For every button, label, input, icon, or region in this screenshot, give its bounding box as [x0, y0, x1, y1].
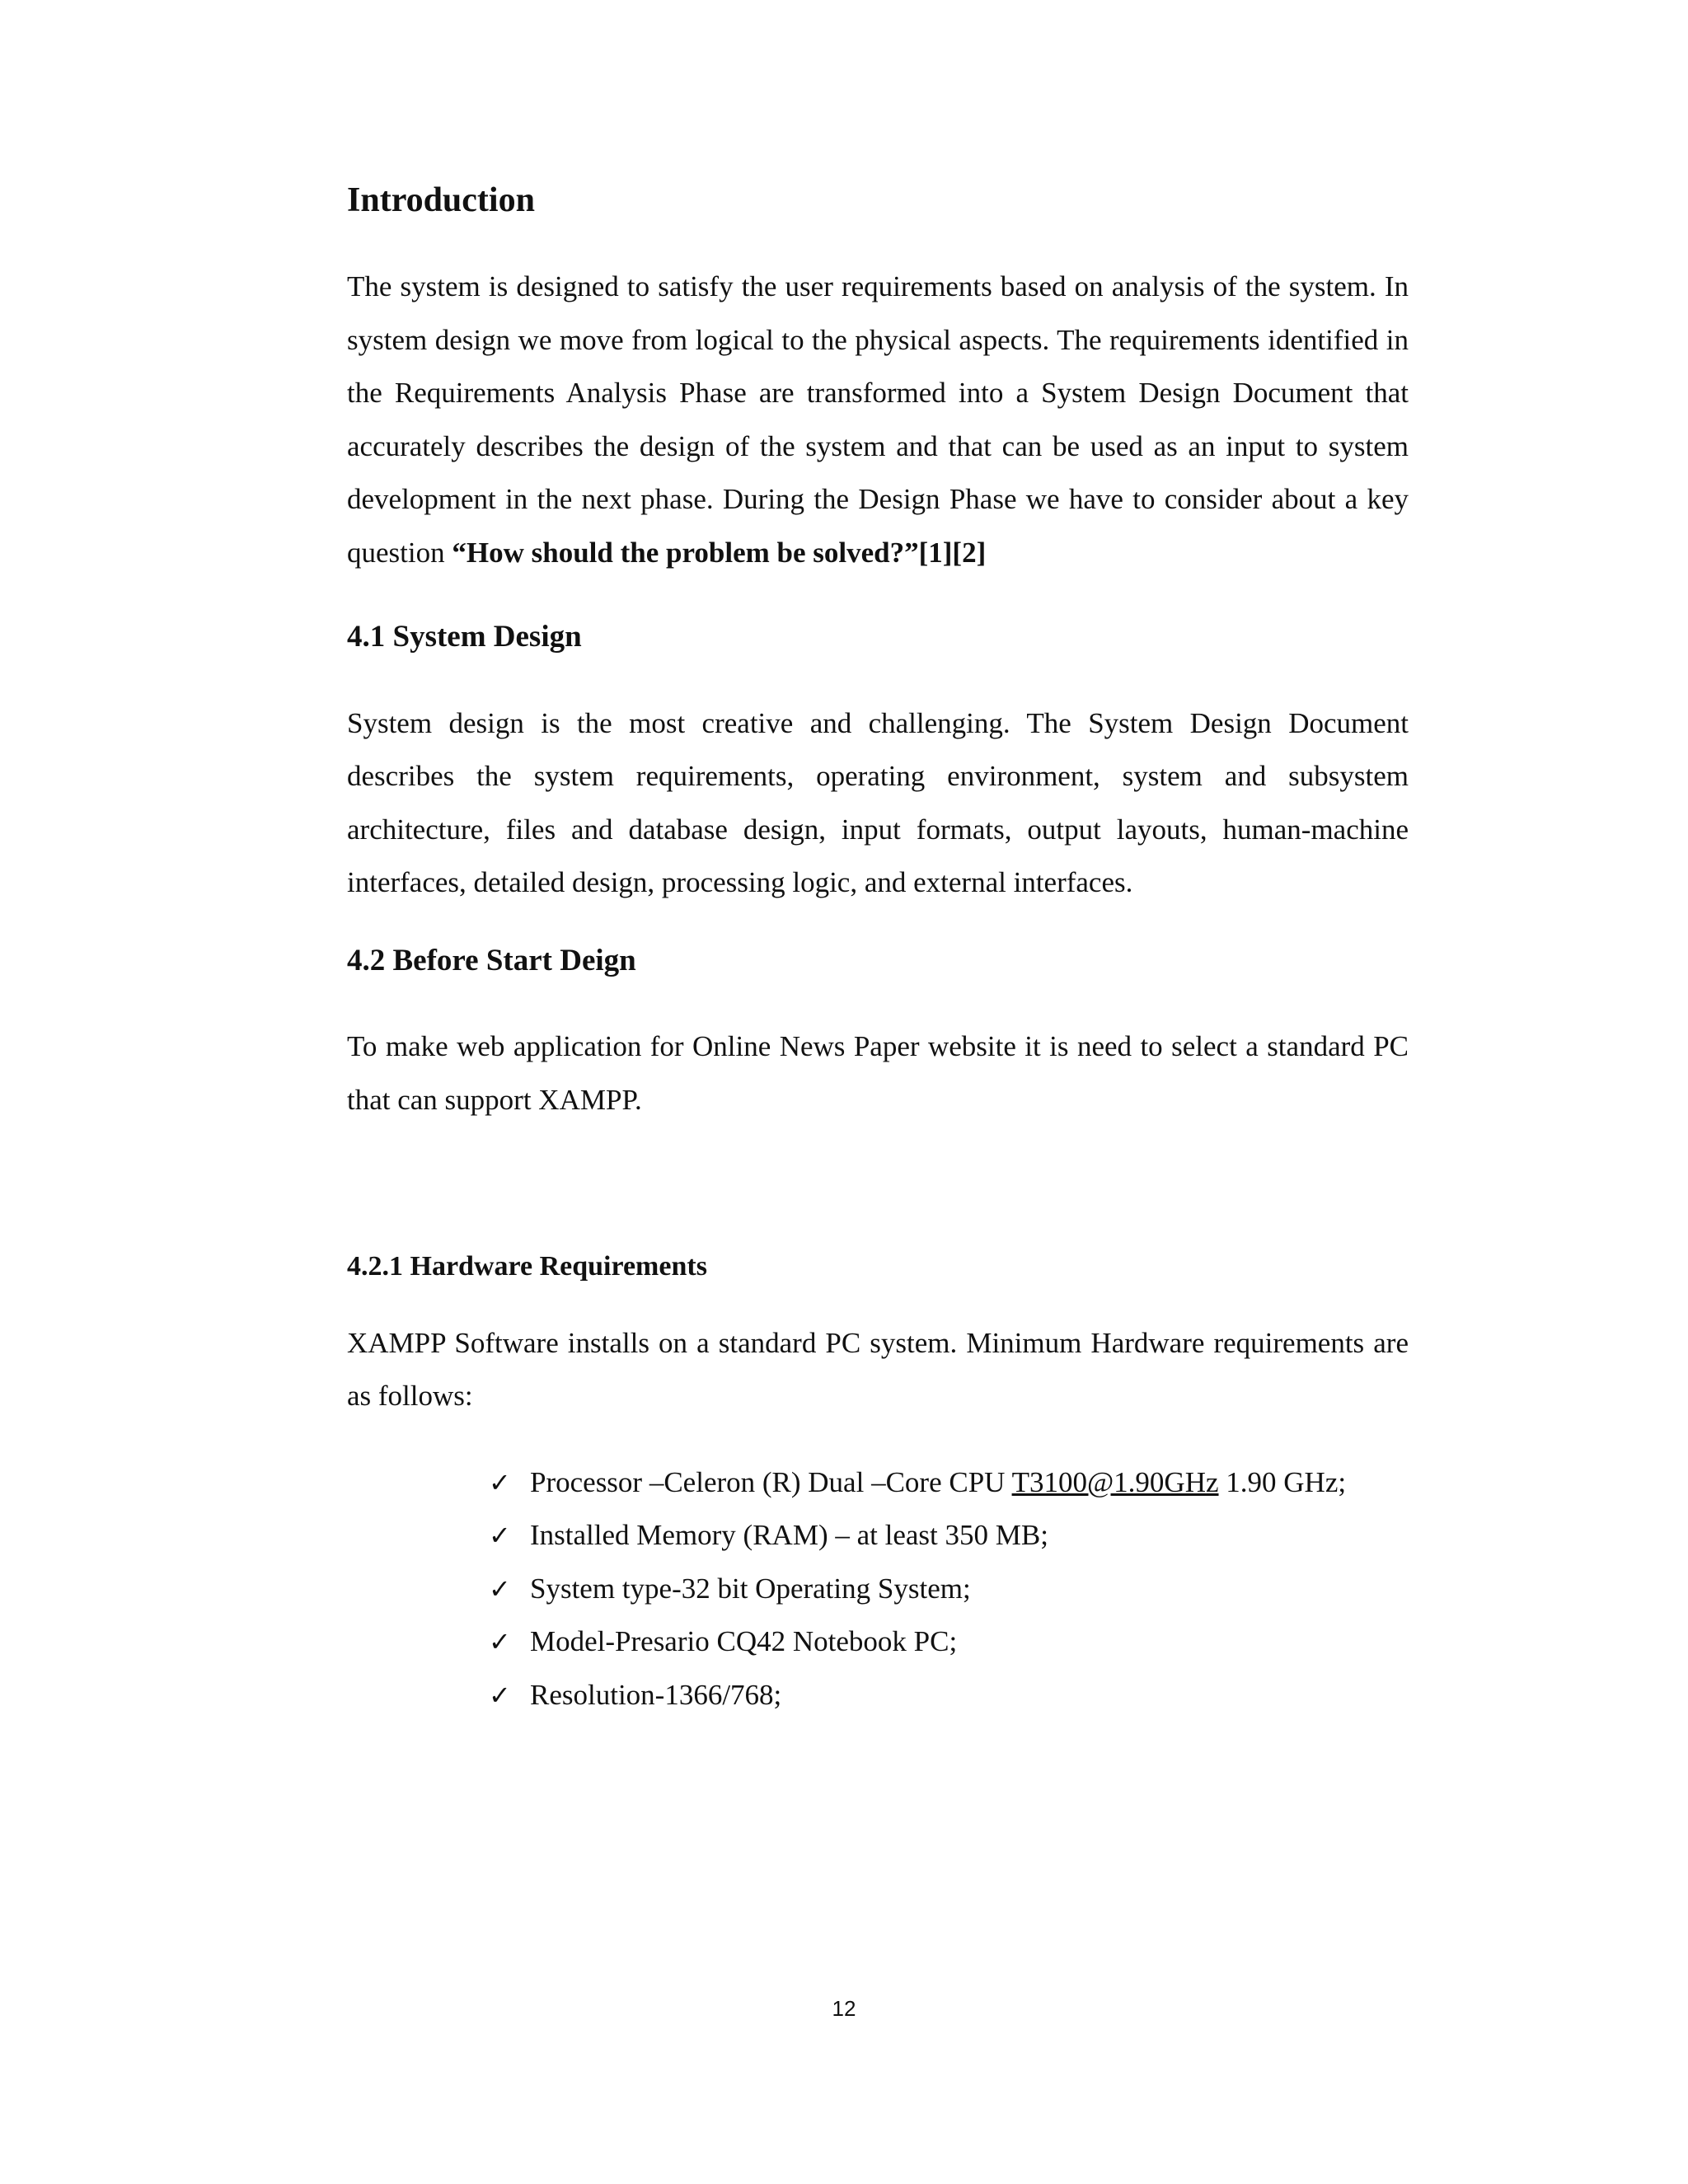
list-item — [489, 1669, 1409, 1722]
memory-text: Installed Memory (RAM) – at least 350 MB; — [530, 1519, 1048, 1552]
before-start-design-paragraph: To make web application for Online News Paper website it is need to select a standard PC that can support XAMPP. — [347, 1030, 1409, 1116]
introduction-paragraph — [347, 260, 1409, 579]
list-item — [489, 1509, 1409, 1563]
list-item — [489, 1563, 1409, 1616]
resolution-text: Resolution-1366/768; — [530, 1678, 782, 1711]
model-text: Model-Presario CQ42 Notebook PC; — [530, 1625, 958, 1658]
system-design-paragraph: System design is the most creative and challenging. The System Design Document describes the system requirements, operating environment, system and subsystem architecture, files and database design, input formats, output layouts, human-machine interfaces, detailed design, processing logic, and external interfaces. — [347, 706, 1409, 899]
page-content — [347, 180, 1409, 1722]
hardware-requirements-list — [347, 1456, 1409, 1722]
before-start-design-heading: 4.2 Before Start Deign — [347, 943, 636, 977]
processor-freq-text: 1.90 GHz; — [1218, 1465, 1347, 1498]
checkmark-icon: ✓ — [489, 1520, 511, 1552]
checkmark-icon: ✓ — [489, 1626, 511, 1658]
processor-text: Processor –Celeron (R) Dual –Core CPU — [530, 1465, 1012, 1498]
processor-speed-link[interactable]: T3100@1.90GHz — [1011, 1465, 1219, 1498]
system-type-text: System type-32 bit Operating System; — [530, 1572, 971, 1605]
list-item — [489, 1456, 1409, 1510]
introduction-body-text: The system is designed to satisfy the user requirements based on analysis of the system. In system design we move from logical to the physical aspects. The requirements identified in the Requirements Analysis Phase are transformed into a System Design Document that accurately describes the design of the system and that can be used as an input to system development in the next phase. During the Design Phase we have to consider about a key question — [347, 270, 1409, 569]
checkmark-icon: ✓ — [489, 1679, 511, 1711]
page-number: 12 — [832, 1996, 856, 2021]
system-design-heading: 4.1 System Design — [347, 620, 582, 654]
checkmark-icon: ✓ — [489, 1466, 511, 1498]
checkmark-icon: ✓ — [489, 1572, 511, 1605]
hardware-requirements-paragraph: XAMPP Software installs on a standard PC system. Minimum Hardware requirements are as follows: — [347, 1326, 1409, 1413]
key-question-text: “How should the problem be solved?”[1][2] — [452, 536, 987, 569]
list-item — [489, 1615, 1409, 1669]
hardware-requirements-heading: 4.2.1 Hardware Requirements — [347, 1251, 707, 1282]
introduction-heading: Introduction — [347, 181, 535, 219]
